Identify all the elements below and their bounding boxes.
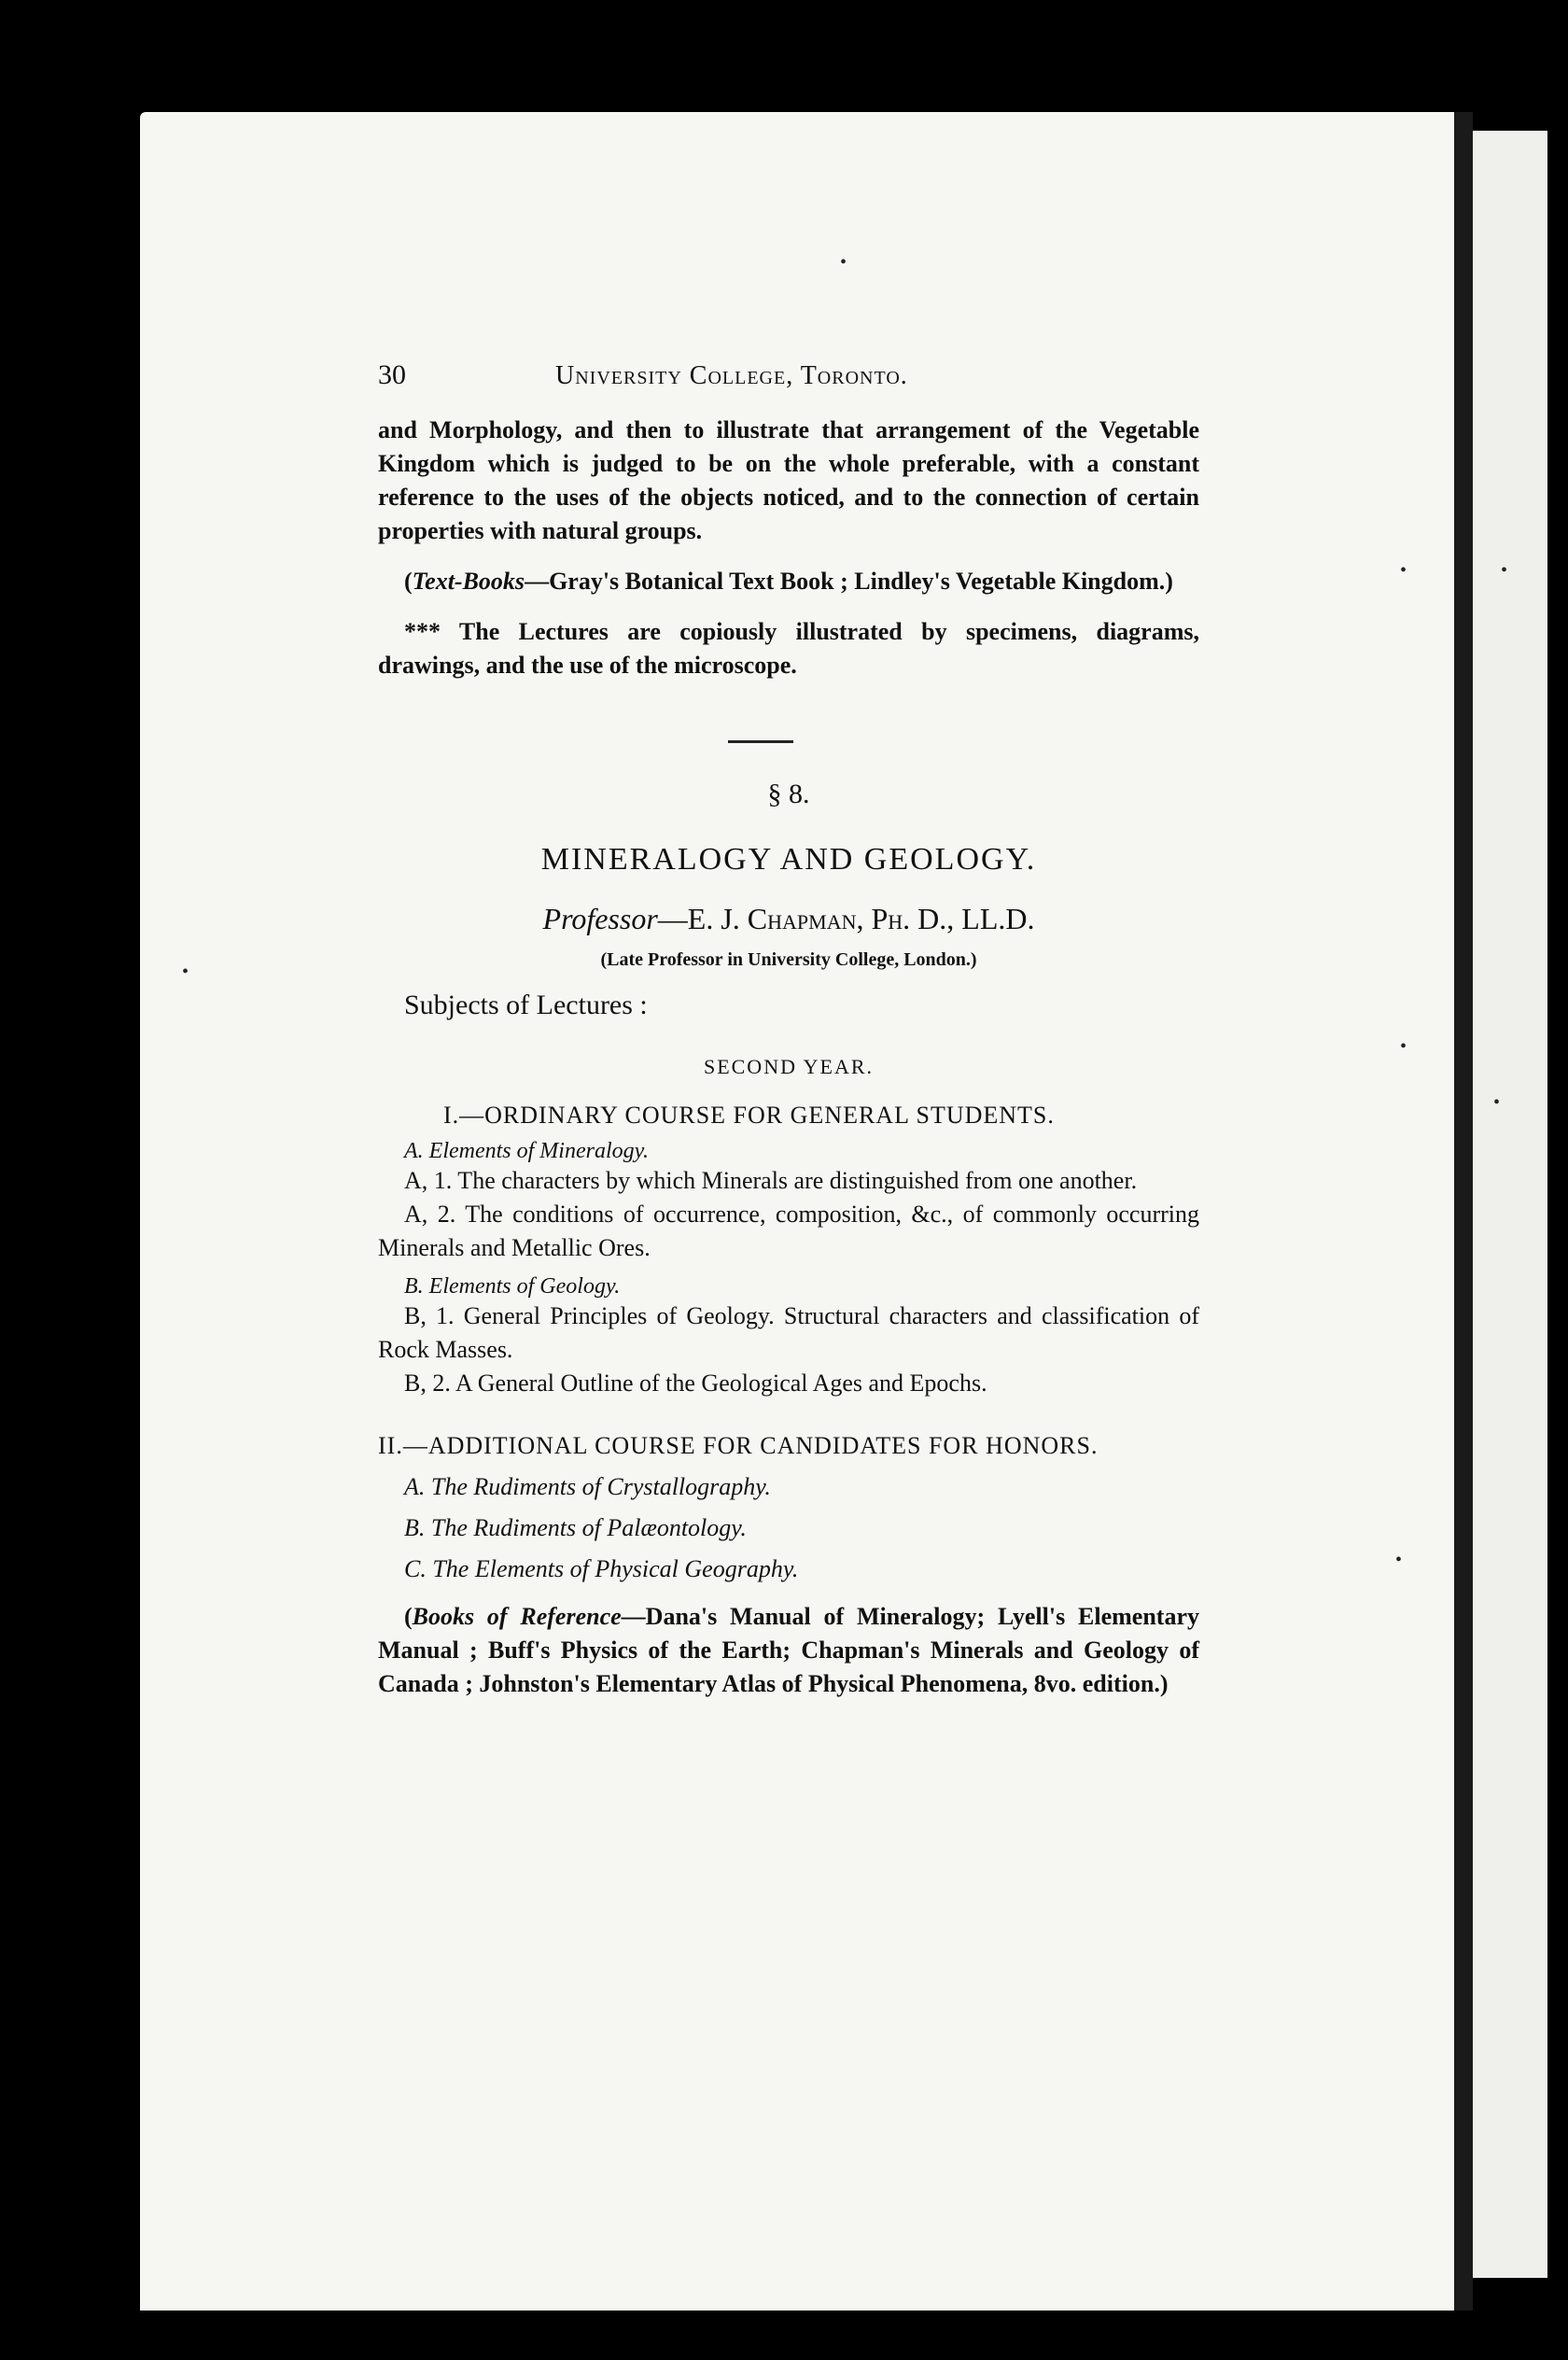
course-two-b: B. The Rudiments of Palæontology. <box>404 1514 747 1541</box>
lectures-note: *** The Lectures are copiously illustrated by specimens, diagrams, drawings, and the use of the microscope. <box>378 618 1199 679</box>
scan-speck: • <box>1400 1036 1407 1057</box>
professor-line <box>378 902 1199 936</box>
textbooks-note: (Text-Books—Gray's Botanical Text Book ; Lindley's Vegetable Kingdom.) <box>404 568 1173 595</box>
section-number: § 8. <box>767 779 810 809</box>
intro-paragraph: and Morphology, and then to illustrate that arrangement of the Vegetable Kingdom which is judged to be on the whole preferable, with a constant reference to the uses of the objects noticed, and to the connection of certain properties with natural groups. <box>378 416 1199 544</box>
page-gutter <box>1454 112 1473 2311</box>
section-title: MINERALOGY AND GEOLOGY. <box>540 842 1037 877</box>
reference-label: Books of Reference <box>412 1603 622 1630</box>
books-of-reference: (Books of Reference—Dana's Manual of Mineralogy; Lyell's Elementary Manual ; Buff's Physics of the Earth; Chapman's Minerals and Geology of Canada ; Johnston's Elementary Atlas of Physical Phenomena, 8vo. edition.) <box>378 1603 1199 1697</box>
course-two-c: C. The Elements of Physical Geography. <box>404 1555 799 1582</box>
scan-speck: • <box>182 962 189 982</box>
subjects-heading: Subjects of Lectures : <box>404 990 648 1020</box>
facing-page-edge <box>1473 131 1547 2278</box>
scan-speck: • <box>1400 560 1407 581</box>
running-head: University College, Toronto. <box>555 361 908 390</box>
scan-speck: • <box>1501 560 1508 581</box>
textbooks-label: Text-Books <box>412 568 525 595</box>
page-number: 30 <box>378 359 406 390</box>
page-header <box>378 359 1199 391</box>
course-one-a1: A, 1. The characters by which Minerals are distinguished from one another. <box>404 1167 1138 1194</box>
page-content <box>378 359 1199 1701</box>
reference-text: —Dana's Manual of Mineralogy; Lyell's Elementary Manual ; Buff's Physics of the Earth; Chapman's Minerals and Geology of Canada ; Johnston's Elementary Atlas of Physical Phenomena, 8vo. edition.) <box>378 1603 1199 1697</box>
course-two-title: II.—ADDITIONAL COURSE FOR CANDIDATES FOR HONORS. <box>378 1432 1099 1459</box>
professor-role: Professor <box>542 902 658 935</box>
scan-speck: • <box>840 252 847 273</box>
course-one-b1: B, 1. General Principles of Geology. Structural characters and classification of Rock Masses. <box>378 1302 1199 1363</box>
professor-name: —E. J. Chapman, Ph. D., LL.D. <box>657 902 1035 935</box>
course-two-a: A. The Rudiments of Crystallography. <box>404 1473 771 1500</box>
course-one-title: I.—ORDINARY COURSE FOR GENERAL STUDENTS. <box>443 1102 1055 1129</box>
course-one-a-heading: A. Elements of Mineralogy. <box>404 1139 649 1163</box>
course-one-b2: B, 2. A General Outline of the Geological Ages and Epochs. <box>404 1370 987 1397</box>
scan-speck: • <box>1395 1550 1403 1570</box>
section-rule <box>728 740 793 743</box>
course-one-a2: A, 2. The conditions of occurrence, composition, &c., of commonly occurring Minerals and Metallic Ores. <box>378 1201 1199 1261</box>
textbooks-text: —Gray's Botanical Text Book ; Lindley's Vegetable Kingdom.) <box>525 568 1173 595</box>
year-heading: SECOND YEAR. <box>703 1055 875 1078</box>
scan-speck: • <box>1493 1092 1501 1113</box>
course-one-b-heading: B. Elements of Geology. <box>404 1274 621 1299</box>
late-professor-note: (Late Professor in University College, London.) <box>600 949 977 970</box>
